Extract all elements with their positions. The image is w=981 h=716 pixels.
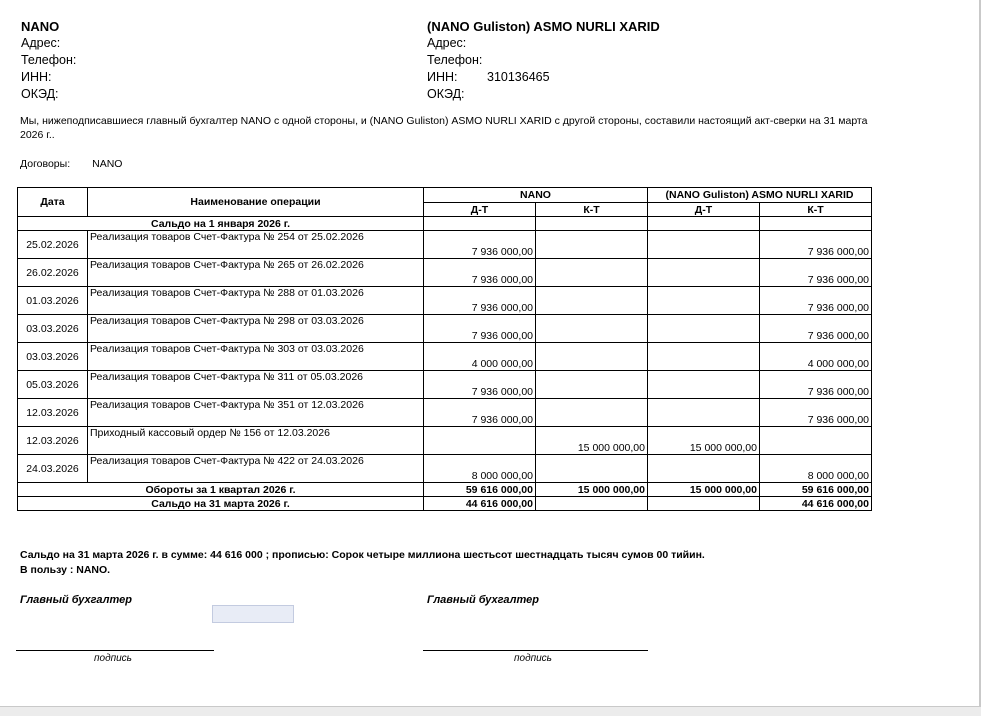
- row-left-debit: 8 000 000,00: [424, 455, 536, 483]
- table-row: [18, 259, 872, 287]
- operations-body: [18, 231, 872, 483]
- row-left-debit: 7 936 000,00: [424, 315, 536, 343]
- row-date: 24.03.2026: [18, 455, 88, 483]
- row-right-debit: [648, 231, 760, 259]
- row-date: 03.03.2026: [18, 343, 88, 371]
- turnover-right-credit: 59 616 000,00: [760, 483, 872, 497]
- contracts-line: [20, 158, 122, 170]
- row-left-credit: [536, 231, 648, 259]
- row-right-debit: [648, 315, 760, 343]
- row-date: 05.03.2026: [18, 371, 88, 399]
- turnover-row: [18, 483, 872, 497]
- row-right-debit: [648, 399, 760, 427]
- row-right-debit: [648, 287, 760, 315]
- right-phone-label: Телефон:: [427, 53, 483, 67]
- row-left-debit: 7 936 000,00: [424, 371, 536, 399]
- opening-right-debit: [648, 217, 760, 231]
- table-row: [18, 287, 872, 315]
- col-operation-header: Наименование операции: [88, 188, 424, 217]
- row-description: Реализация товаров Счет-Фактура № 254 от 25.02.2026: [88, 231, 424, 259]
- left-address-label: Адрес:: [21, 36, 61, 50]
- row-description: Реализация товаров Счет-Фактура № 298 от 03.03.2026: [88, 315, 424, 343]
- opening-balance-label: Сальдо на 1 января 2026 г.: [18, 217, 424, 231]
- row-left-debit: 7 936 000,00: [424, 287, 536, 315]
- row-right-credit: 7 936 000,00: [760, 371, 872, 399]
- left-party-name: NANO: [21, 19, 60, 34]
- left-credit-header: К-Т: [536, 203, 648, 217]
- left-signature-title: Главный бухгалтер: [20, 594, 132, 606]
- turnover-left-debit: 59 616 000,00: [424, 483, 536, 497]
- summary-block: [20, 548, 705, 578]
- row-left-debit: [424, 427, 536, 455]
- table-row: [18, 315, 872, 343]
- left-party-block: [21, 18, 81, 103]
- row-left-credit: [536, 343, 648, 371]
- table-header-row: [18, 188, 872, 203]
- row-right-credit: 7 936 000,00: [760, 315, 872, 343]
- summary-favor-line: В пользу : NANO.: [20, 564, 111, 576]
- contracts-value: NANO: [92, 158, 123, 170]
- signature-field[interactable]: [212, 605, 294, 623]
- group-left-header: NANO: [424, 188, 648, 203]
- row-date: 25.02.2026: [18, 231, 88, 259]
- left-signature-caption: подпись: [94, 653, 132, 664]
- opening-left-debit: [424, 217, 536, 231]
- right-inn-value: 310136465: [487, 70, 550, 84]
- row-left-credit: [536, 371, 648, 399]
- closing-left-debit: 44 616 000,00: [424, 497, 536, 511]
- row-date: 03.03.2026: [18, 315, 88, 343]
- row-right-debit: [648, 371, 760, 399]
- row-right-debit: [648, 259, 760, 287]
- left-inn-label: ИНН:: [21, 70, 52, 84]
- row-left-credit: [536, 399, 648, 427]
- row-left-credit: 15 000 000,00: [536, 427, 648, 455]
- row-date: 12.03.2026: [18, 399, 88, 427]
- row-description: Реализация товаров Счет-Фактура № 303 от 03.03.2026: [88, 343, 424, 371]
- right-address-label: Адрес:: [427, 36, 467, 50]
- closing-left-credit: [536, 497, 648, 511]
- contracts-label: Договоры:: [20, 158, 71, 170]
- table-row: [18, 427, 872, 455]
- row-left-debit: 7 936 000,00: [424, 259, 536, 287]
- table-row: [18, 399, 872, 427]
- row-date: 12.03.2026: [18, 427, 88, 455]
- row-right-debit: [648, 455, 760, 483]
- row-right-credit: [760, 427, 872, 455]
- left-debit-header: Д-Т: [424, 203, 536, 217]
- row-description: Реализация товаров Счет-Фактура № 265 от 26.02.2026: [88, 259, 424, 287]
- row-description: Реализация товаров Счет-Фактура № 288 от 01.03.2026: [88, 287, 424, 315]
- row-left-credit: [536, 455, 648, 483]
- row-left-debit: 7 936 000,00: [424, 399, 536, 427]
- right-signature-title: Главный бухгалтер: [427, 594, 539, 606]
- table-row: [18, 343, 872, 371]
- left-okved-label: ОКЭД:: [21, 87, 59, 101]
- closing-balance-row: [18, 497, 872, 511]
- row-description: Реализация товаров Счет-Фактура № 351 от 12.03.2026: [88, 399, 424, 427]
- table-row: [18, 455, 872, 483]
- row-right-debit: 15 000 000,00: [648, 427, 760, 455]
- right-signature-caption: подпись: [514, 653, 552, 664]
- turnover-right-debit: 15 000 000,00: [648, 483, 760, 497]
- right-credit-header: К-Т: [760, 203, 872, 217]
- right-inn-label: ИНН:: [427, 70, 458, 84]
- row-right-credit: 7 936 000,00: [760, 231, 872, 259]
- right-debit-header: Д-Т: [648, 203, 760, 217]
- row-right-credit: 7 936 000,00: [760, 259, 872, 287]
- intro-paragraph: Мы, нижеподписавшиеся главный бухгалтер NANO с одной стороны, и (NANO Guliston) ASMO NURLI XARID с другой стороны, составили настоящий акт-сверки на 31 марта 2026 г..: [20, 115, 868, 141]
- summary-amount-line: Сальдо на 31 марта 2026 г. в сумме: 44 616 000 ; прописью: Сорок четыре миллиона шестьсот шестнадцать тысяч сумов 00 тийин.: [20, 549, 705, 561]
- table-row: [18, 231, 872, 259]
- row-description: Реализация товаров Счет-Фактура № 422 от 24.03.2026: [88, 455, 424, 483]
- row-left-credit: [536, 315, 648, 343]
- row-right-credit: 7 936 000,00: [760, 399, 872, 427]
- row-left-credit: [536, 259, 648, 287]
- right-okved-label: ОКЭД:: [427, 87, 465, 101]
- row-right-credit: 8 000 000,00: [760, 455, 872, 483]
- opening-right-credit: [760, 217, 872, 231]
- row-right-credit: 7 936 000,00: [760, 287, 872, 315]
- right-party-block: [427, 18, 660, 103]
- row-description: Реализация товаров Счет-Фактура № 311 от 05.03.2026: [88, 371, 424, 399]
- closing-right-credit: 44 616 000,00: [760, 497, 872, 511]
- left-phone-label: Телефон:: [21, 53, 77, 67]
- closing-balance-label: Сальдо на 31 марта 2026 г.: [18, 497, 424, 511]
- row-left-credit: [536, 287, 648, 315]
- closing-right-debit: [648, 497, 760, 511]
- group-right-header: (NANO Guliston) ASMO NURLI XARID: [648, 188, 872, 203]
- table-row: [18, 371, 872, 399]
- row-date: 26.02.2026: [18, 259, 88, 287]
- left-signature-line: [16, 650, 214, 651]
- row-right-credit: 4 000 000,00: [760, 343, 872, 371]
- row-left-debit: 7 936 000,00: [424, 231, 536, 259]
- opening-balance-row: [18, 217, 872, 231]
- reconciliation-table: [17, 187, 872, 511]
- right-signature-line: [423, 650, 648, 651]
- row-right-debit: [648, 343, 760, 371]
- opening-left-credit: [536, 217, 648, 231]
- right-party-name: (NANO Guliston) ASMO NURLI XARID: [427, 19, 660, 34]
- col-date-header: Дата: [18, 188, 88, 217]
- turnover-label: Обороты за 1 квартал 2026 г.: [18, 483, 424, 497]
- turnover-left-credit: 15 000 000,00: [536, 483, 648, 497]
- row-description: Приходный кассовый ордер № 156 от 12.03.2026: [88, 427, 424, 455]
- row-date: 01.03.2026: [18, 287, 88, 315]
- row-left-debit: 4 000 000,00: [424, 343, 536, 371]
